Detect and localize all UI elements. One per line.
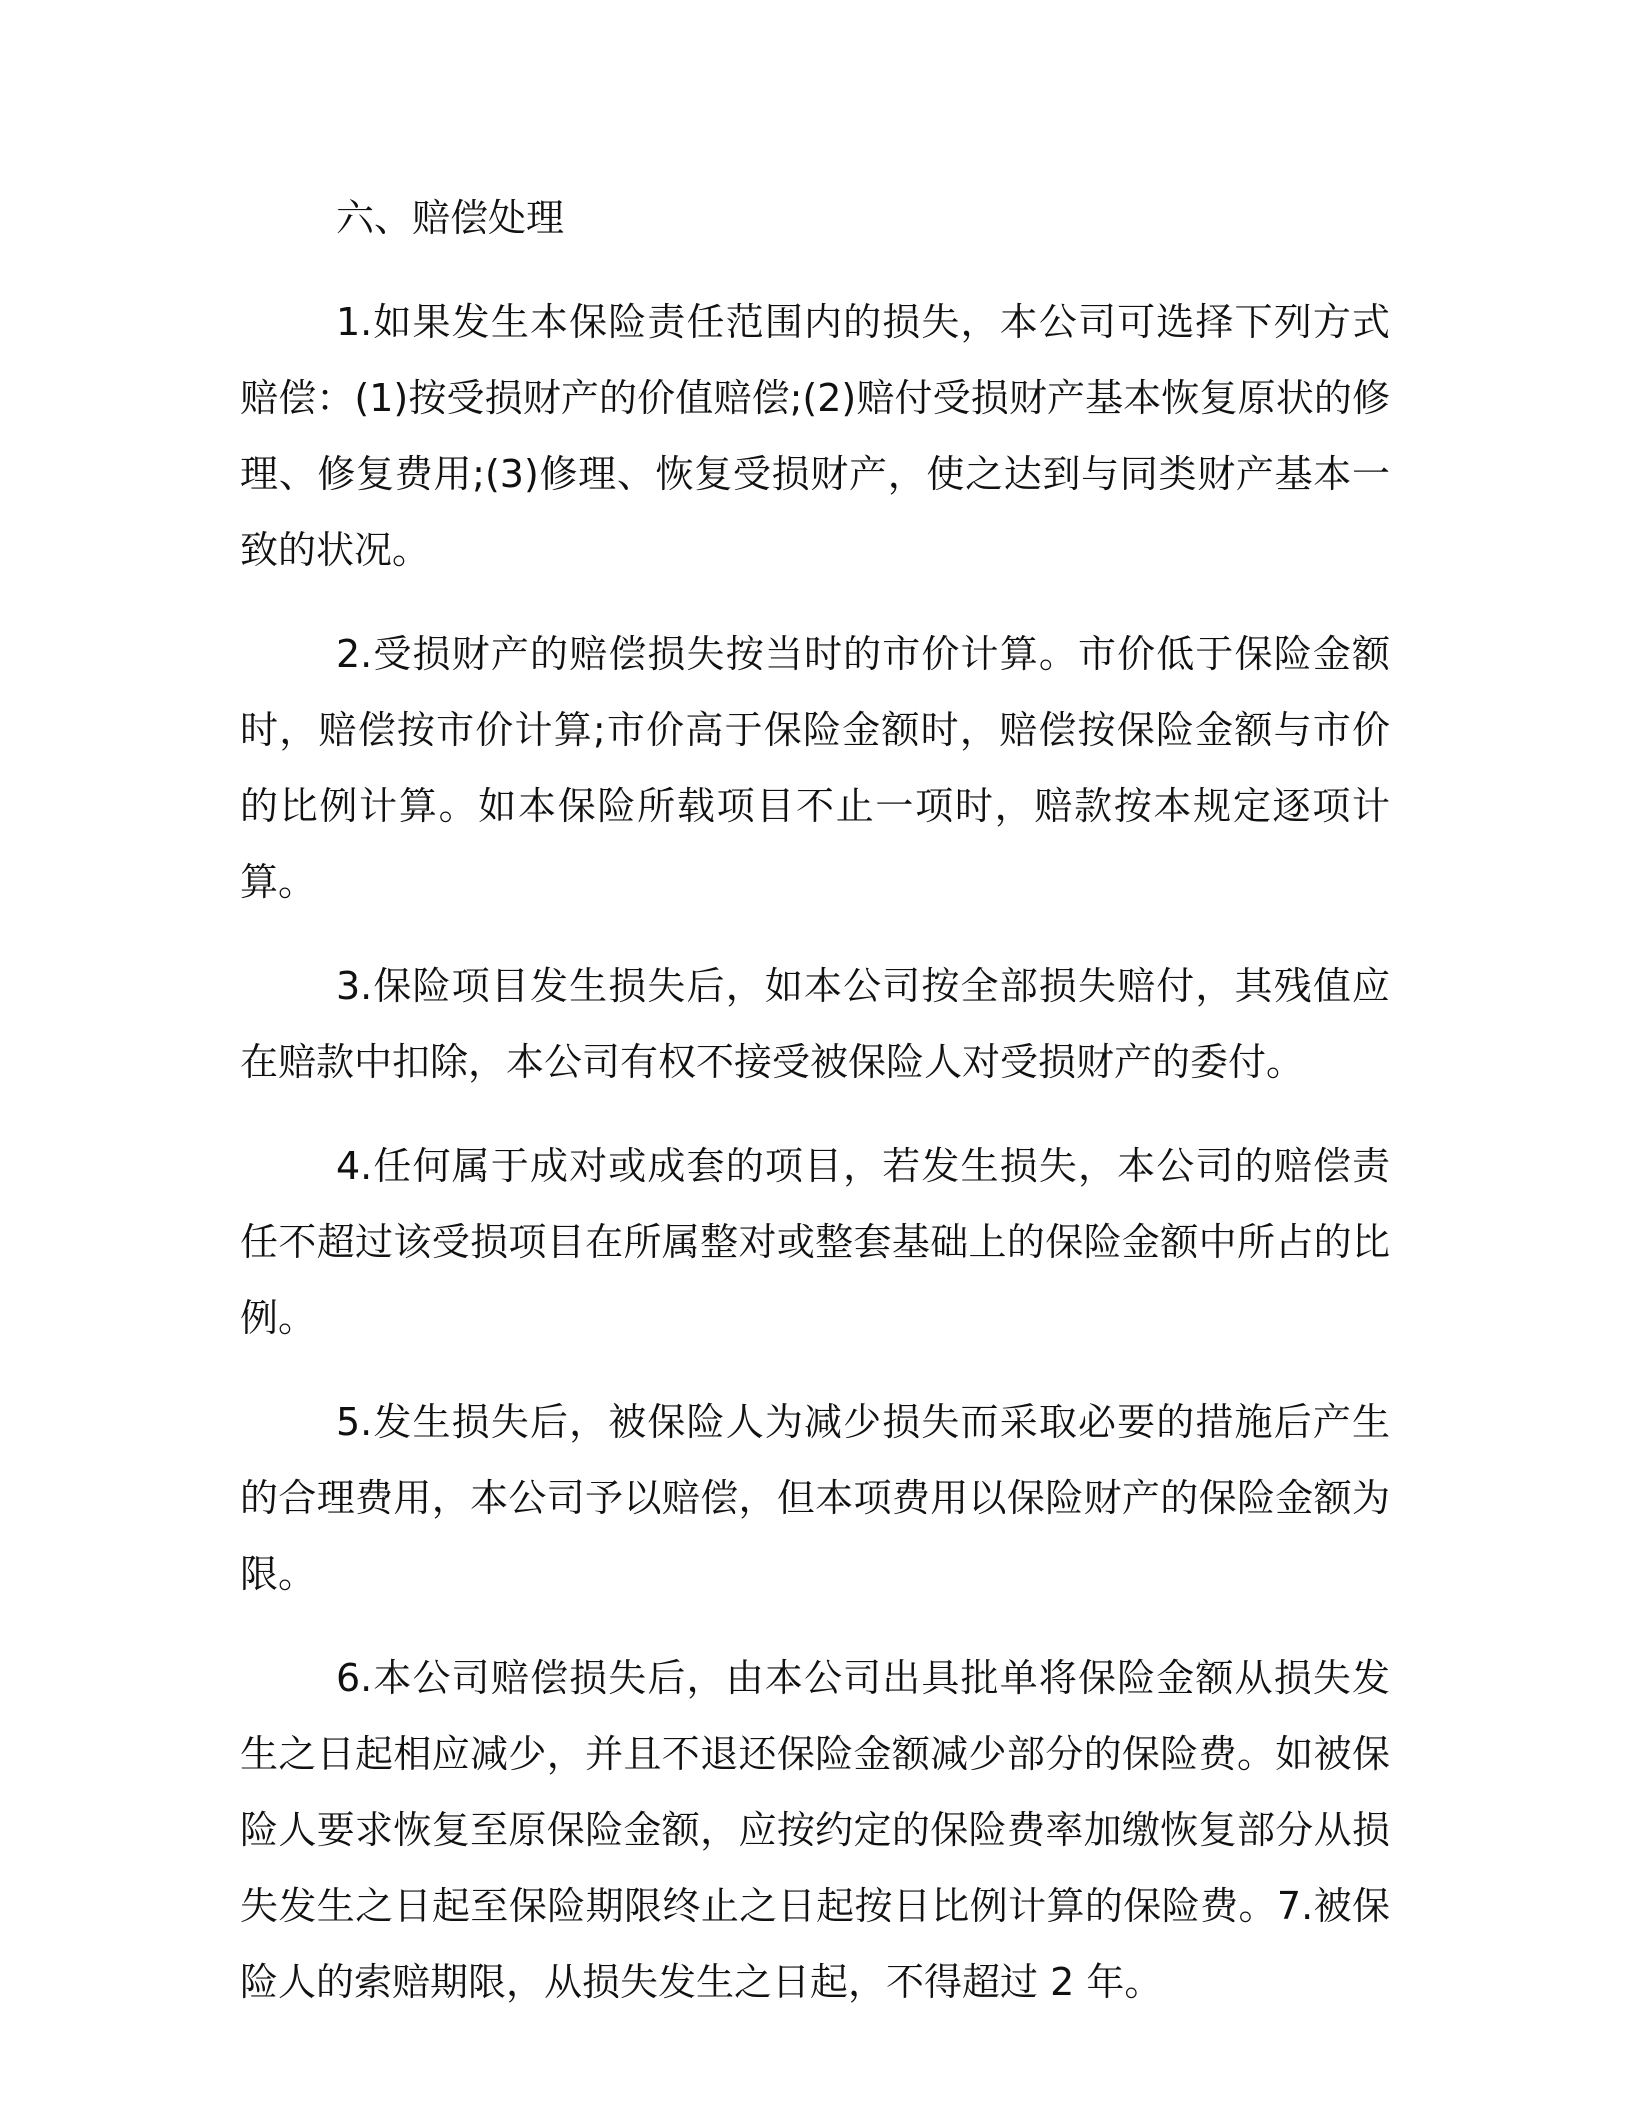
paragraph-3: 3.保险项目发生损失后，如本公司按全部损失赔付，其残值应在赔款中扣除，本公司有权不接受被保险人对受损财产的委付。 xyxy=(240,964,1390,1084)
paragraph-2: 2.受损财产的赔偿损失按当时的市价计算。市价低于保险金额时，赔偿按市价计算;市价高于保险金额时，赔偿按保险金额与市价的比例计算。如本保险所载项目不止一项时，赔款按本规定逐项计算。 xyxy=(240,632,1390,904)
paragraph-1: 1.如果发生本保险责任范围内的损失，本公司可选择下列方式赔偿：(1)按受损财产的价值赔偿;(2)赔付受损财产基本恢复原状的修理、修复费用;(3)修理、恢复受损财产，使之达到与同类财产基本一致的状况。 xyxy=(240,300,1390,572)
paragraph-4: 4.任何属于成对或成套的项目，若发生损失，本公司的赔偿责任不超过该受损项目在所属整对或整套基础上的保险金额中所占的比例。 xyxy=(240,1144,1390,1340)
section-heading: 六、赔偿处理 xyxy=(336,196,565,240)
paragraph-6: 6.本公司赔偿损失后，由本公司出具批单将保险金额从损失发生之日起相应减少，并且不退还保险金额减少部分的保险费。如被保险人要求恢复至原保险金额，应按约定的保险费率加缴恢复部分从损失发生之日起至保险期限终止之日起按日比例计算的保险费。7.被保险人的索赔期限，从损失发生之日起，不得超过 2 年。 xyxy=(240,1656,1390,2004)
document-body xyxy=(240,180,1390,2020)
paragraph-5: 5.发生损失后，被保险人为减少损失而采取必要的措施后产生的合理费用，本公司予以赔偿，但本项费用以保险财产的保险金额为限。 xyxy=(240,1400,1390,1596)
